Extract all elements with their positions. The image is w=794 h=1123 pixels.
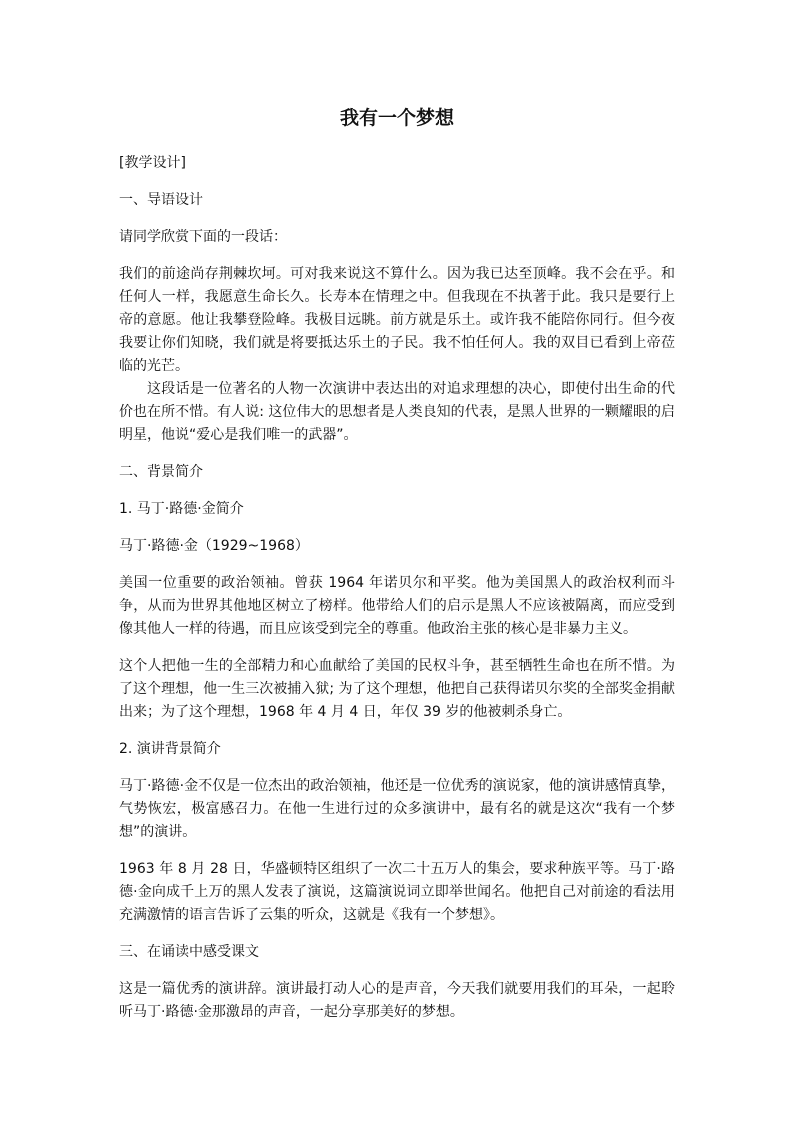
mlk-lifespan: 马丁·路德·金（1929~1968） — [119, 538, 309, 554]
speech-description-paragraph: 马丁·路德·金不仅是一位杰出的政治领袖，他还是一位优秀的演说家，他的演讲感情真挚，气势恢宏，极富感召力。在他一生进行过的众多演讲中，最有名的就是这次“我有一个梦想”的演讲。 — [119, 778, 675, 840]
section-heading-background: 二、背景简介 — [119, 464, 203, 480]
section-heading-introduction: 一、导语设计 — [119, 192, 203, 208]
reading-paragraph: 这是一篇优秀的演讲辞。演讲最打动人心的是声音，今天我们就要用我们的耳朵，一起聆听马丁·路德·金那激昂的声音，一起分享那美好的梦想。 — [119, 981, 675, 1020]
intro-prompt: 请同学欣赏下面的一段话： — [119, 229, 287, 245]
document-page — [119, 104, 675, 1038]
document-title: 我有一个梦想 — [339, 107, 454, 129]
section-heading-reading: 三、在诵读中感受课文 — [119, 944, 259, 960]
mlk-biography-paragraph: 美国一位重要的政治领袖。曾获 1964 年诺贝尔和平奖。他为美国黑人的政治权利而斗争，从而为世界其他地区树立了榜样。他带给人们的启示是黑人不应该被隔离，而应受到像其他人一样的待遇，而且应该受到完全的尊重。他政治主张的核心是非暴力主义。 — [119, 575, 675, 637]
mlk-civil-rights-paragraph: 这个人把他一生的全部精力和心血献给了美国的民权斗争，甚至牺牲生命也在所不惜。为了这个理想，他一生三次被捕入狱; 为了这个理想，他把自己获得诺贝尔奖的全部奖金捐献出来；为了这个理想，1968 年 4 月 4 日，年仅 39 岁的他被刺杀身亡。 — [119, 658, 675, 720]
quote-explanation-paragraph: 这段话是一位著名的人物一次演讲中表达出的对追求理想的决心，即使付出生命的代价也在所不惜。有人说: 这位伟大的思想者是人类良知的代表，是黑人世界的一颗耀眼的启明星，他说“爱心是我们唯一的武器”。 — [119, 381, 675, 443]
speech-event-paragraph: 1963 年 8 月 28 日，华盛顿特区组织了一次二十五万人的集会，要求种族平等。马丁·路德·金向成千上万的黑人发表了演说，这篇演说词立即举世闻名。他把自己对前途的看法用充满激情的语言告诉了云集的听众，这就是《我有一个梦想》。 — [119, 861, 675, 923]
subsection-heading-mlk: 1. 马丁·路德·金简介 — [119, 501, 244, 517]
subsection-heading-speech-background: 2. 演讲背景简介 — [119, 741, 221, 757]
quote-paragraph: 我们的前途尚存荆棘坎坷。可对我来说这不算什么。因为我已达至顶峰。我不会在乎。和任何人一样，我愿意生命长久。长寿本在情理之中。但我现在不执著于此。我只是要行上帝的意愿。他让我攀登险峰。我极目远眺。前方就是乐土。或许我不能陪你同行。但今夜我要让你们知晓，我们就是将要抵达乐土的子民。我不怕任何人。我的双目已看到上帝莅临的光芒。 — [119, 266, 675, 374]
teaching-design-label: [教学设计] — [119, 155, 186, 171]
